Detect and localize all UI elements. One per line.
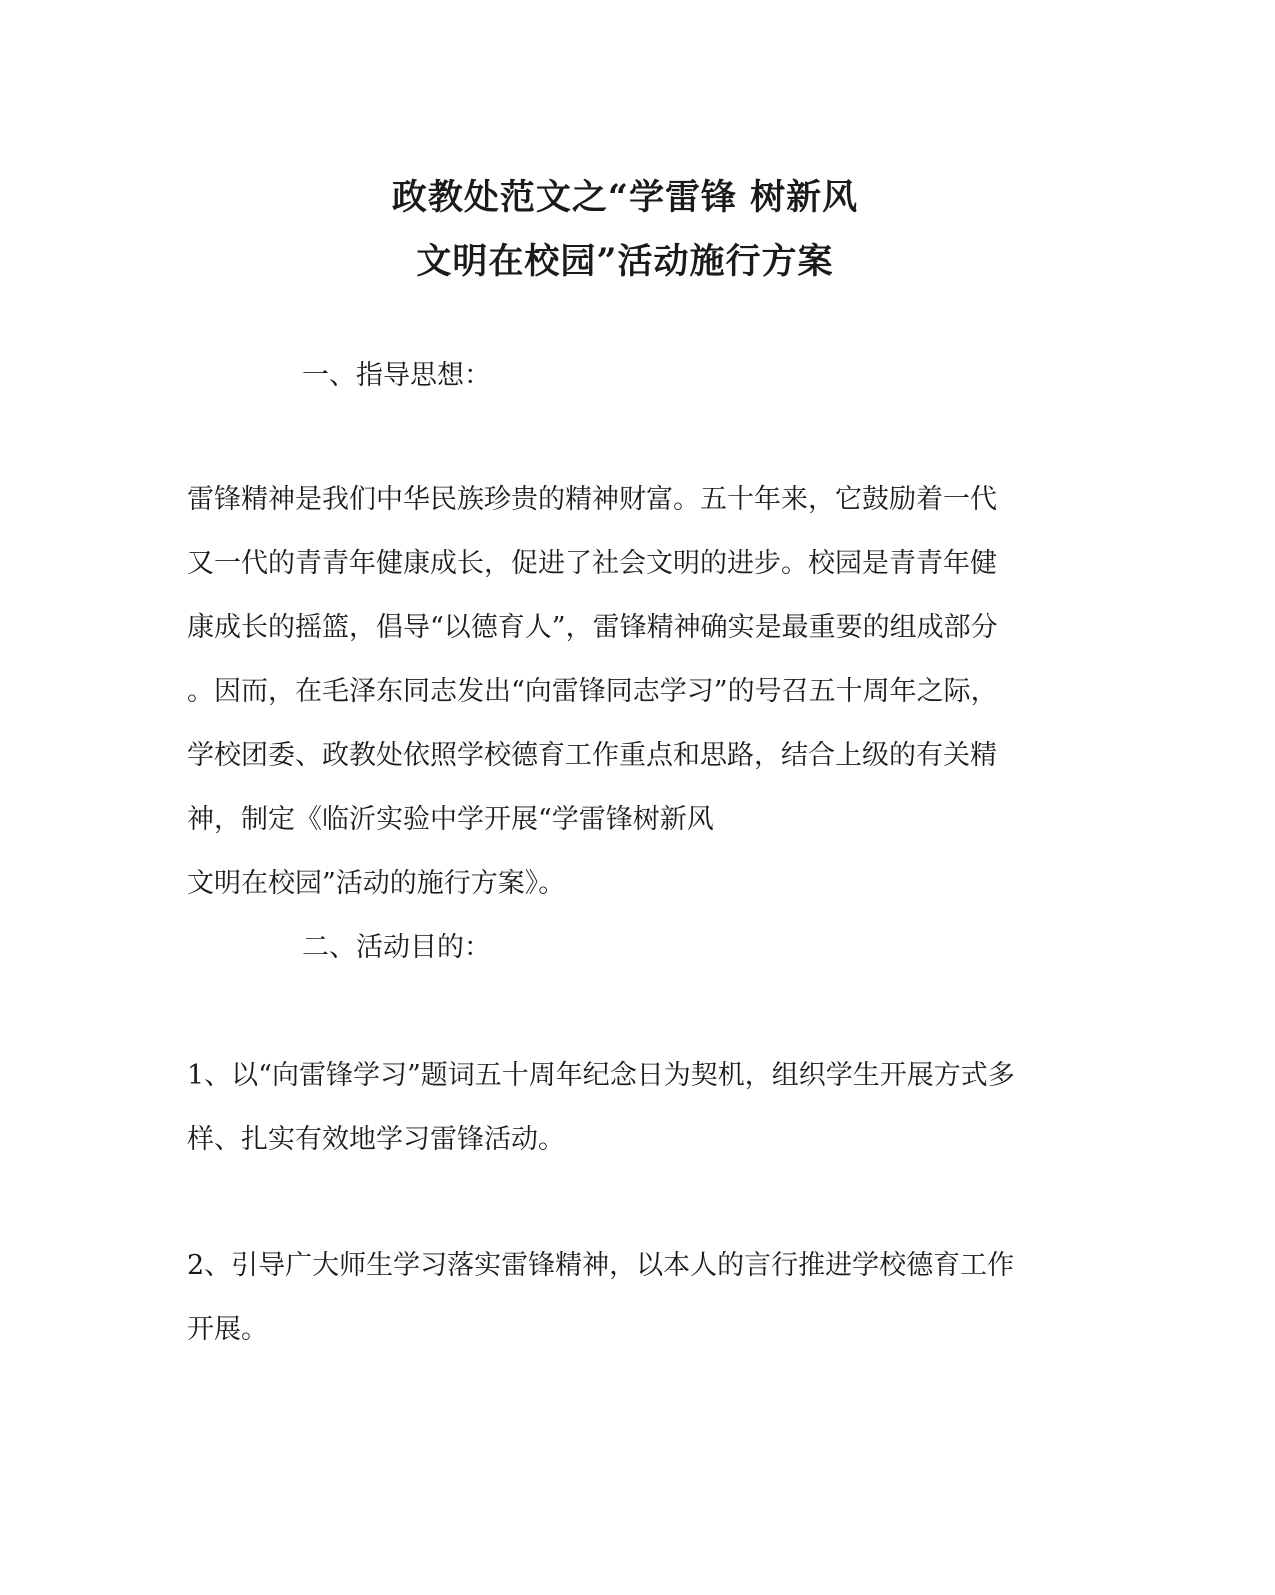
section-1-heading: 一、指导思想： xyxy=(302,360,491,391)
document-title-line-2: 文明在校园”活动施行方案 xyxy=(416,241,834,282)
section-1-paragraph-line: 神，制定《临沂实验中学开展“学雷锋树新风 xyxy=(187,804,714,835)
document-title-line-1: 政教处范文之“学雷锋 树新风 xyxy=(391,177,859,218)
section-1-paragraph-line: 康成长的摇篮，倡导“以德育人”，雷锋精神确实是最重要的组成部分 xyxy=(187,612,998,643)
section-1-paragraph-line: 又一代的青青年健康成长，促进了社会文明的进步。校园是青青年健 xyxy=(187,548,997,579)
section-1-paragraph-line: 雷锋精神是我们中华民族珍贵的精神财富。五十年来，它鼓励着一代 xyxy=(187,484,997,515)
objective-2-line: 2、引导广大师生学习落实雷锋精神，以本人的言行推进学校德育工作 xyxy=(187,1250,1015,1281)
objective-1-line: 1、以“向雷锋学习”题词五十周年纪念日为契机，组织学生开展方式多 xyxy=(187,1060,1015,1091)
section-1-paragraph-line: 。因而，在毛泽东同志发出“向雷锋同志学习”的号召五十周年之际， xyxy=(187,676,998,707)
section-2-heading: 二、活动目的： xyxy=(302,932,491,963)
objective-1-line: 样、扎实有效地学习雷锋活动。 xyxy=(187,1124,565,1155)
section-1-paragraph-line: 文明在校园”活动的施行方案》。 xyxy=(187,868,566,899)
objective-2-line: 开展。 xyxy=(187,1314,268,1345)
section-1-paragraph-line: 学校团委、政教处依照学校德育工作重点和思路，结合上级的有关精 xyxy=(187,740,997,771)
